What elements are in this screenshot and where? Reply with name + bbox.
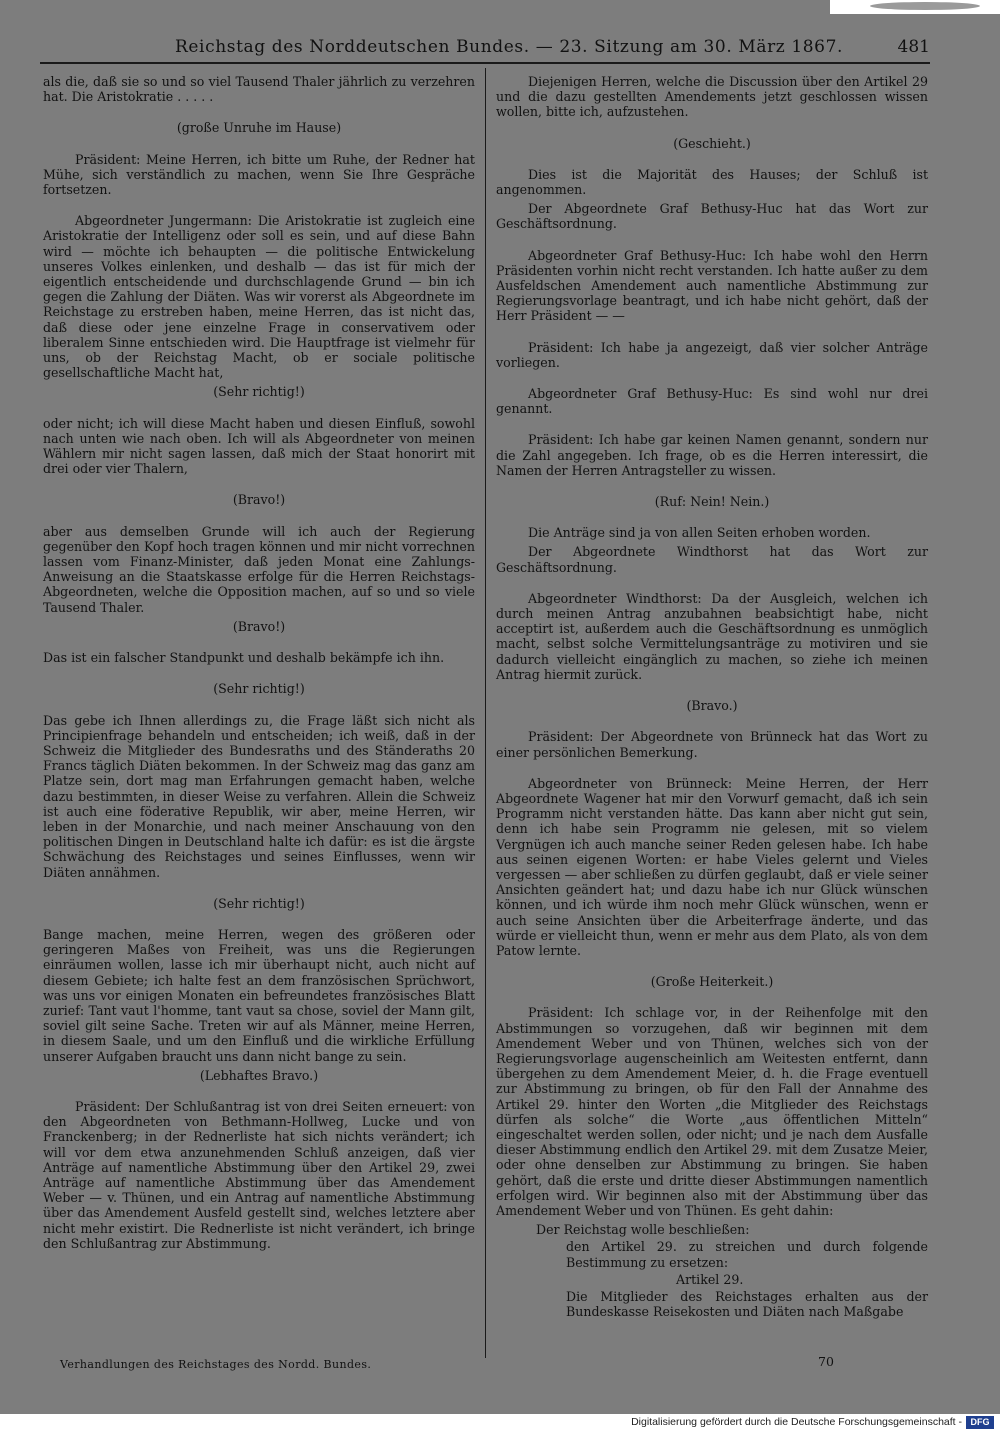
paragraph: Die Anträge sind ja von allen Seiten erhoben worden.: [528, 525, 871, 541]
paragraph: Präsident: Ich schlage vor, in der Reihenfolge mit den Abstimmungen so vorzugehen, daß wir beginnen mit dem Amendement Weber und von Thünen, welches sich von der Regierungsvorlage augenscheinlich am Weitesten entfernt, dann übergehen zu dem Amendement Meier, d. h. die Frage eventuell zur Abstimmung zu bringen, ob für den Fall der Annahme des Artikel 29. hinter den Worten „die Mitglieder des Reichstags dürfen als solche“ die Worte „aus öffentlichen Mitteln“ eingeschaltet werden sollen, oder nicht; und je nach dem Ausfalle dieser Abstimmung endlich den Artikel 29. mit dem Zusatze Meier, oder ohne denselben zur Abstimmung zu bringen. Sie haben gehört, daß die erste und dritte dieser Abstimmungen namentlich erfolgen wird. Wir beginnen also mit der Abstimmung über das Amendement Weber und von Thünen. Es geht dahin:: [496, 1005, 928, 1218]
left-column: [43, 74, 475, 1267]
paragraph: Der Abgeordnete Graf Bethusy-Huc hat das Wort zur Geschäftsordnung.: [496, 201, 928, 232]
interjection: (Ruf: Nein! Nein.): [654, 494, 770, 510]
interjection: (Bravo!): [232, 618, 286, 634]
paragraph: Bange machen, meine Herren, wegen des größeren oder geringeren Maßes von Freiheit, was uns die Regierungen einräumen wollen, lasse ich mir überhaupt nicht, auch nicht auf diesem Gebiete; ich halte fest an dem französischen Sprüchwort, was uns vor einigen Monaten ein befreundetes französisches Blatt zurief: Tant vaut l'homme, tant vaut sa chose, soviel der Mann gilt, soviel gilt seine Sache. Treten wir auf als Männer, meine Herren, in diesem Saale, und um den Einfluß und die wirkliche Erfüllung unserer Aufgaben braucht uns dann nicht bange zu sein.: [43, 926, 475, 1064]
right-column: [496, 74, 928, 1321]
paragraph: Präsident: Der Abgeordnete von Brünneck hat das Wort zu einer persönlichen Bemerkung.: [496, 729, 928, 760]
running-title: Reichstag des Norddeutschen Bundes. — 23. Sitzung am 30. März 1867.: [175, 37, 844, 57]
paragraph: Abgeordneter Graf Bethusy-Huc: Ich habe wohl den Herrn Präsidenten vorhin nicht recht verstanden. Ich hatte außer zu dem Ausfeldschen Amendement auch namentliche Abstimmung zur Regierungsvorlage beantragt, und ich habe nicht gehört, daß der Herr Präsident — —: [496, 247, 928, 324]
paragraph: Abgeordneter Jungermann: Die Aristokratie ist zugleich eine Aristokratie der Intelligenz oder soll es sein, und auf diese Bahn wird — möchte ich behaupten — die politische Entwickelung unseres Volkes einlenken, und deshalb — das ist für mich der eigentlich entscheidende und durchschlagende Grund — bin ich gegen die Zahlung der Diäten. Was wir vorerst als Abgeordnete im Reichstage zu erstreben haben, meine Herren, das ist nicht das, daß diese oder jene einzelne Frage in conservativem oder liberalem Sinne entschieden wird. Die Hauptfrage ist vielmehr für uns, ob der Reichstag Macht, ob er sociale politische gesellschaftliche Macht hat,: [43, 213, 475, 381]
credit-text: Digitalisierung gefördert durch die Deutsche Forschungsgemeinschaft -: [631, 1416, 962, 1428]
page-number: 481: [897, 37, 930, 57]
interjection: (Lebhaftes Bravo.): [199, 1067, 319, 1083]
article-heading: Artikel 29.: [676, 1271, 744, 1287]
credit-bar: [0, 1414, 1000, 1432]
paragraph: als die, daß sie so und so viel Tausend Thaler jährlich zu verzehren hat. Die Aristokratie . . . . .: [43, 74, 475, 105]
page-header: [40, 32, 930, 64]
signature-number: 70: [818, 1354, 834, 1369]
paragraph: Präsident: Der Schlußantrag ist von drei Seiten erneuert: von den Abgeordneten von Bethmann-Hollweg, Lucke und von Franckenberg; in der Rednerliste hat sich nichts verändert; ich will vor dem etwa anzunehmenden Schluß anzeigen, daß vier Anträge auf namentliche Abstimmung über den Artikel 29, zwei Anträge auf namentliche Abstimmung über das Amendement Weber — v. Thünen, und ein Antrag auf namentliche Abstimmung über das Amendement Ausfeld gestellt sind, welches letztere aber nicht mehr existirt. Die Rednerliste ist nicht verändert, ich bringe den Schlußantrag zur Abstimmung.: [43, 1098, 475, 1251]
interjection: (Bravo!): [232, 492, 286, 508]
column-divider: [485, 68, 486, 1358]
paragraph: Abgeordneter Windthorst: Da der Ausgleich, welchen ich durch meinen Antrag anzubahnen beabsichtigt habe, nicht acceptirt ist, außerdem auch die Geschäftsordnung es unmöglich macht, selbst solche Vermittelungsanträge zu motiviren und sie dadurch vielleicht eingänglich zu machen, so ziehe ich meinen Antrag hiermit zurück.: [496, 590, 928, 682]
paragraph: Das gebe ich Ihnen allerdings zu, die Frage läßt sich nicht als Principienfrage behandeln und entscheiden; ich weiß, daß in der Schweiz die Mitglieder des Bundesraths und des Ständeraths 20 Francs täglich Diäten bekommen. In der Schweiz mag das ganz am Platze sein, dort mag man Erfahrungen gemacht haben, welche dazu bestimmten, in dieser Weise zu verfahren. Allein die Schweiz ist auch eine föderative Republik, wir aber, meine Herren, wir leben in der Monarchie, und nach meiner Anschauung von den politischen Dingen in Deutschland halte ich dafür: es ist die ärgste Schwächung des Reichstages und seines Einflusses, wenn wir Diäten annähmen.: [43, 712, 475, 880]
interjection: (große Unruhe im Hause): [176, 120, 342, 136]
paragraph: Der Abgeordnete Windthorst hat das Wort zur Geschäftsordnung.: [496, 544, 928, 575]
footer-source: Verhandlungen des Reichstages des Nordd. Bundes.: [60, 1358, 372, 1371]
motion-line: Der Reichstag wolle beschließen:: [536, 1222, 750, 1238]
interjection: (Sehr richtig!): [213, 895, 305, 911]
interjection: (Sehr richtig!): [213, 384, 305, 400]
paragraph: Präsident: Ich habe gar keinen Namen genannt, sondern nur die Zahl angegeben. Ich frage, ob es die Herren interessirt, die Namen der Herren Antragsteller zu wissen.: [496, 432, 928, 478]
paragraph: Das ist ein falscher Standpunkt und deshalb bekämpfe ich ihn.: [43, 650, 445, 666]
paragraph: oder nicht; ich will diese Macht haben und diesen Einfluß, sowohl nach unten wie nach oben. Ich will als Abgeordneter von meinen Wählern mir nicht sagen lassen, daß mich der Staat honorirt mit drei oder vier Thalern,: [43, 415, 475, 477]
paragraph: aber aus demselben Grunde will ich auch der Regierung gegenüber den Kopf hoch tragen können und mir nicht vorrechnen lassen vom Finanz-Minister, daß jeden Monat eine Zahlungs-Anweisung an die Staatskasse erfolge für die Herren Reichstags-Abgeordneten, welche die Opposition machen, auf so und so viele Tausend Thaler.: [43, 523, 475, 615]
interjection: (Sehr richtig!): [213, 681, 305, 697]
paragraph: Diejenigen Herren, welche die Discussion über den Artikel 29 und die dazu gestellten Amendements jetzt geschlossen wissen wollen, bitte ich, aufzustehen.: [496, 74, 928, 120]
interjection: (Bravo.): [686, 698, 738, 714]
interjection: (Große Heiterkeit.): [650, 974, 774, 990]
paragraph: Abgeordneter Graf Bethusy-Huc: Es sind wohl nur drei genannt.: [496, 386, 928, 417]
paragraph: Abgeordneter von Brünneck: Meine Herren, der Herr Abgeordnete Wagener hat mir den Vorwurf gemacht, daß ich sein Programm nicht verstanden hätte. Das kann aber nicht gut sein, denn ich habe sein Programm nie gelesen, mit so vielem Vergnügen ich auch manche seiner Reden gelesen habe. Ich habe aus seinen eigenen Worten: er habe Vieles gelernt und Vieles vergessen — aber schließen zu dürfen geglaubt, daß er viele seiner Ansichten geändert hat; und dazu habe ich nur Glück wünschen können, und ich würde ihm noch mehr Glück wünschen, wenn er auch seine Ansichten über die Arbeiterfrage änderte, und das würde er vielleicht thun, wenn er mehr aus dem Plato, als von dem Patow lernte.: [496, 775, 928, 958]
paragraph: Präsident: Meine Herren, ich bitte um Ruhe, der Redner hat Mühe, sich verständlich zu machen, wenn Sie Ihre Gespräche fortsetzen.: [43, 151, 475, 198]
paragraph: Präsident: Ich habe ja angezeigt, daß vier solcher Anträge vorliegen.: [496, 339, 928, 370]
dfg-logo-icon: DFG: [966, 1416, 994, 1429]
ornament-icon: [830, 0, 1000, 14]
interjection: (Geschieht.): [673, 135, 751, 151]
motion-line: den Artikel 29. zu streichen und durch folgende Bestimmung zu ersetzen:: [566, 1239, 928, 1270]
paragraph: Dies ist die Majorität des Hauses; der Schluß ist angenommen.: [496, 166, 928, 198]
motion-line: Die Mitglieder des Reichstages erhalten aus der Bundeskasse Reisekosten und Diäten nach Maßgabe: [566, 1289, 928, 1320]
